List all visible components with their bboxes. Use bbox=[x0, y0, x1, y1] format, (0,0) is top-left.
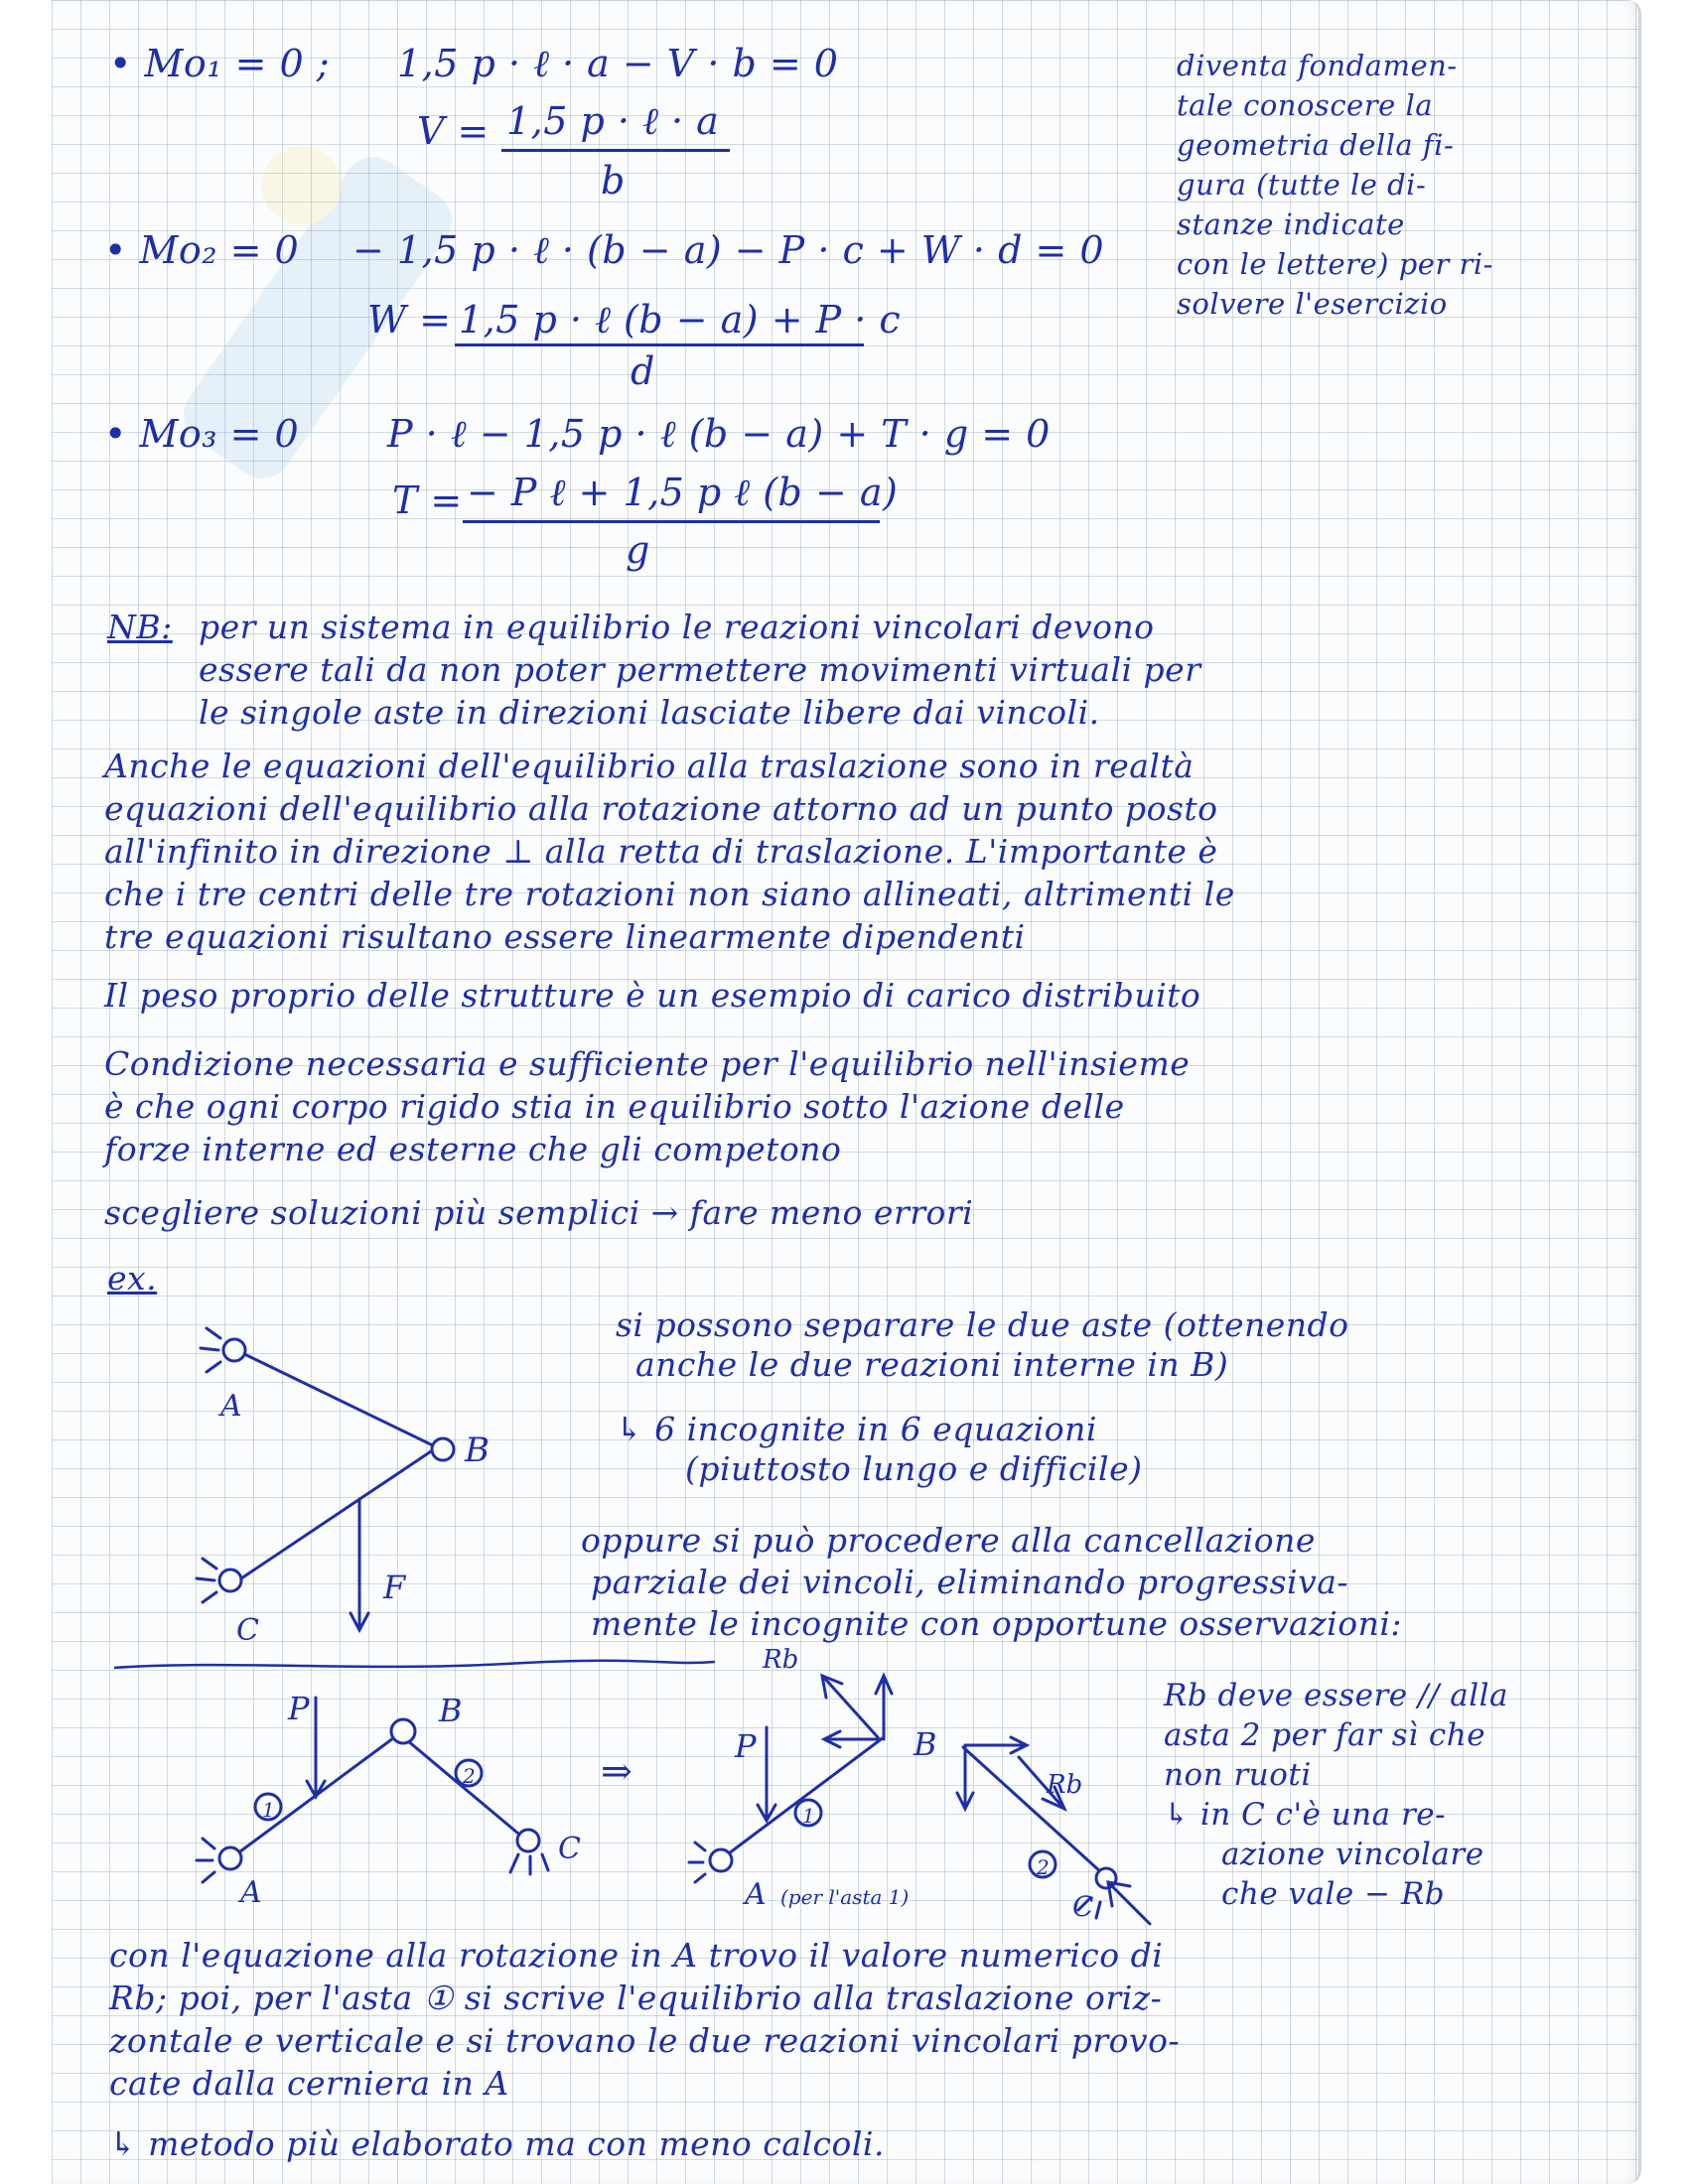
label-asta-2: 2 bbox=[1037, 1855, 1050, 1879]
side-note-line: diventa fondamen- bbox=[1177, 49, 1458, 82]
rb-note-line: Rb deve essere // alla bbox=[1164, 1678, 1509, 1713]
rb-note-line: che vale − Rb bbox=[1221, 1876, 1446, 1912]
rb-note-line: ↳ in C c'è una re- bbox=[1164, 1797, 1447, 1833]
example-note-line: oppure si può procedere alla cancellazione bbox=[581, 1521, 1316, 1560]
implies-arrow: ⇒ bbox=[601, 1749, 633, 1793]
label-c: C bbox=[558, 1832, 581, 1866]
structure-diagram bbox=[149, 1310, 576, 1668]
label-p: P bbox=[735, 1727, 757, 1765]
eq1-label: • Mo₁ = 0 ; bbox=[109, 42, 331, 85]
label-c: C bbox=[1072, 1890, 1094, 1923]
paragraph-line: all'infinito in direzione ⊥ alla retta di traslazione. L'importante è bbox=[104, 832, 1218, 871]
paragraph-line: scegliere soluzioni più semplici → fare meno errori bbox=[104, 1193, 974, 1232]
eq3-denominator: g bbox=[626, 528, 650, 572]
label-a: A bbox=[240, 1875, 262, 1910]
bar-ab bbox=[240, 1352, 437, 1447]
nb-line: per un sistema in equilibrio le reazioni vincolari devono bbox=[199, 608, 1155, 646]
paragraph-line: Anche le equazioni dell'equilibrio alla traslazione sono in realtà bbox=[104, 747, 1195, 785]
eq3: P · ℓ − 1,5 p · ℓ (b − a) + T · g = 0 bbox=[387, 412, 1051, 456]
eq1-lhs: V = bbox=[417, 109, 490, 153]
paragraph-line: equazioni dell'equilibrio alla rotazione attorno ad un punto posto bbox=[104, 789, 1218, 828]
example-note-line: (piuttosto lungo e difficile) bbox=[685, 1449, 1143, 1488]
side-note-line: stanze indicate bbox=[1177, 207, 1405, 241]
side-note-line: gura (tutte le di- bbox=[1177, 168, 1427, 202]
final-line: cate dalla cerniera in A bbox=[109, 2064, 509, 2103]
label-rb: Rb bbox=[763, 1648, 799, 1675]
label-rb: Rb bbox=[1047, 1770, 1083, 1800]
label-per-asta: (per l'asta 1) bbox=[780, 1885, 910, 1909]
eq2-numerator: 1,5 p · ℓ (b − a) + P · c bbox=[459, 298, 902, 341]
label-p: P bbox=[288, 1690, 310, 1727]
paragraph-line: forze interne ed esterne che gli competono bbox=[104, 1130, 842, 1168]
label-a: A bbox=[745, 1877, 767, 1912]
final-line: ↳ metodo più elaborato ma con meno calcoli. bbox=[109, 2124, 885, 2163]
label-a: A bbox=[220, 1389, 242, 1424]
nb-label: NB: bbox=[107, 608, 173, 646]
label-b: B bbox=[439, 1692, 463, 1729]
label-c: C bbox=[236, 1613, 259, 1648]
final-line: Rb; poi, per l'asta ① si scrive l'equilibrio alla traslazione oriz- bbox=[109, 1979, 1163, 2017]
label-asta-1: 1 bbox=[802, 1804, 815, 1828]
label-asta-2: 2 bbox=[463, 1764, 476, 1788]
paragraph-line: tre equazioni risultano essere linearmente dipendenti bbox=[104, 917, 1026, 956]
ground-hatch-c bbox=[197, 1559, 216, 1602]
eq3-lhs: T = bbox=[392, 478, 463, 522]
eq3-numerator: − P ℓ + 1,5 p ℓ (b − a) bbox=[467, 471, 899, 514]
loaded-structure-diagram bbox=[149, 1678, 626, 1916]
eq2-denominator: d bbox=[631, 349, 655, 393]
paragraph-line: Il peso proprio delle strutture è un esempio di carico distribuito bbox=[104, 976, 1201, 1015]
eq3-fraction-bar bbox=[463, 520, 880, 523]
example-note-line: parziale dei vincoli, eliminando progressiva- bbox=[591, 1563, 1349, 1601]
side-note-line: con le lettere) per ri- bbox=[1177, 247, 1493, 281]
eq1-fraction-bar bbox=[501, 149, 730, 152]
side-note-line: solvere l'esercizio bbox=[1177, 287, 1448, 321]
eq3-label: • Mo₃ = 0 bbox=[104, 412, 300, 456]
eq2-fraction-bar bbox=[455, 343, 864, 346]
final-line: zontale e verticale e si trovano le due reazioni vincolari provo- bbox=[109, 2021, 1181, 2060]
label-b: B bbox=[914, 1725, 937, 1763]
example-note-line: si possono separare le due aste (ottenendo bbox=[616, 1305, 1349, 1344]
bar-cb bbox=[238, 1447, 437, 1580]
eq2-label: • Mo₂ = 0 bbox=[104, 228, 300, 272]
ground-hatch-a bbox=[201, 1328, 220, 1372]
final-line: con l'equazione alla rotazione in A trovo il valore numerico di bbox=[109, 1936, 1164, 1975]
label-asta-1: 1 bbox=[262, 1798, 275, 1822]
hinge-c bbox=[219, 1570, 241, 1591]
example-note-line: anche le due reazioni interne in B) bbox=[635, 1345, 1229, 1384]
paragraph-line: Condizione necessaria e sufficiente per l'equilibrio nell'insieme bbox=[104, 1044, 1191, 1083]
paragraph-line: è che ogni corpo rigido stia in equilibrio sotto l'azione delle bbox=[104, 1087, 1125, 1126]
nb-line: le singole aste in direzioni lasciate libere dai vincoli. bbox=[199, 693, 1100, 732]
eq1: 1,5 p · ℓ · a − V · b = 0 bbox=[397, 42, 839, 85]
separator-line bbox=[109, 1656, 725, 1676]
side-note-line: geometria della fi- bbox=[1177, 128, 1455, 162]
hinge-b bbox=[432, 1438, 454, 1460]
example-note-line: mente le incognite con opportune osservazioni: bbox=[591, 1604, 1403, 1643]
free-body-diagram bbox=[675, 1648, 1172, 1926]
hinge-a bbox=[223, 1339, 245, 1361]
eq1-denominator: b bbox=[601, 159, 626, 203]
rb-note-line: asta 2 per far sì che bbox=[1164, 1717, 1486, 1753]
example-label: ex. bbox=[107, 1259, 158, 1297]
label-b: B bbox=[465, 1431, 490, 1470]
eq2-lhs: W = bbox=[367, 298, 452, 341]
eq1-numerator: 1,5 p · ℓ · a bbox=[506, 99, 720, 143]
eq2: − 1,5 p · ℓ · (b − a) − P · c + W · d = 0 bbox=[352, 228, 1105, 272]
paragraph-line: che i tre centri delle tre rotazioni non siano allineati, altrimenti le bbox=[104, 875, 1235, 913]
rb-note-line: azione vincolare bbox=[1221, 1837, 1484, 1872]
rb-note-line: non ruoti bbox=[1164, 1757, 1312, 1793]
nb-line: essere tali da non poter permettere movimenti virtuali per bbox=[199, 650, 1201, 689]
example-note-line: ↳ 6 incognite in 6 equazioni bbox=[616, 1410, 1097, 1448]
label-f: F bbox=[383, 1569, 406, 1606]
side-note-line: tale conoscere la bbox=[1177, 88, 1434, 122]
